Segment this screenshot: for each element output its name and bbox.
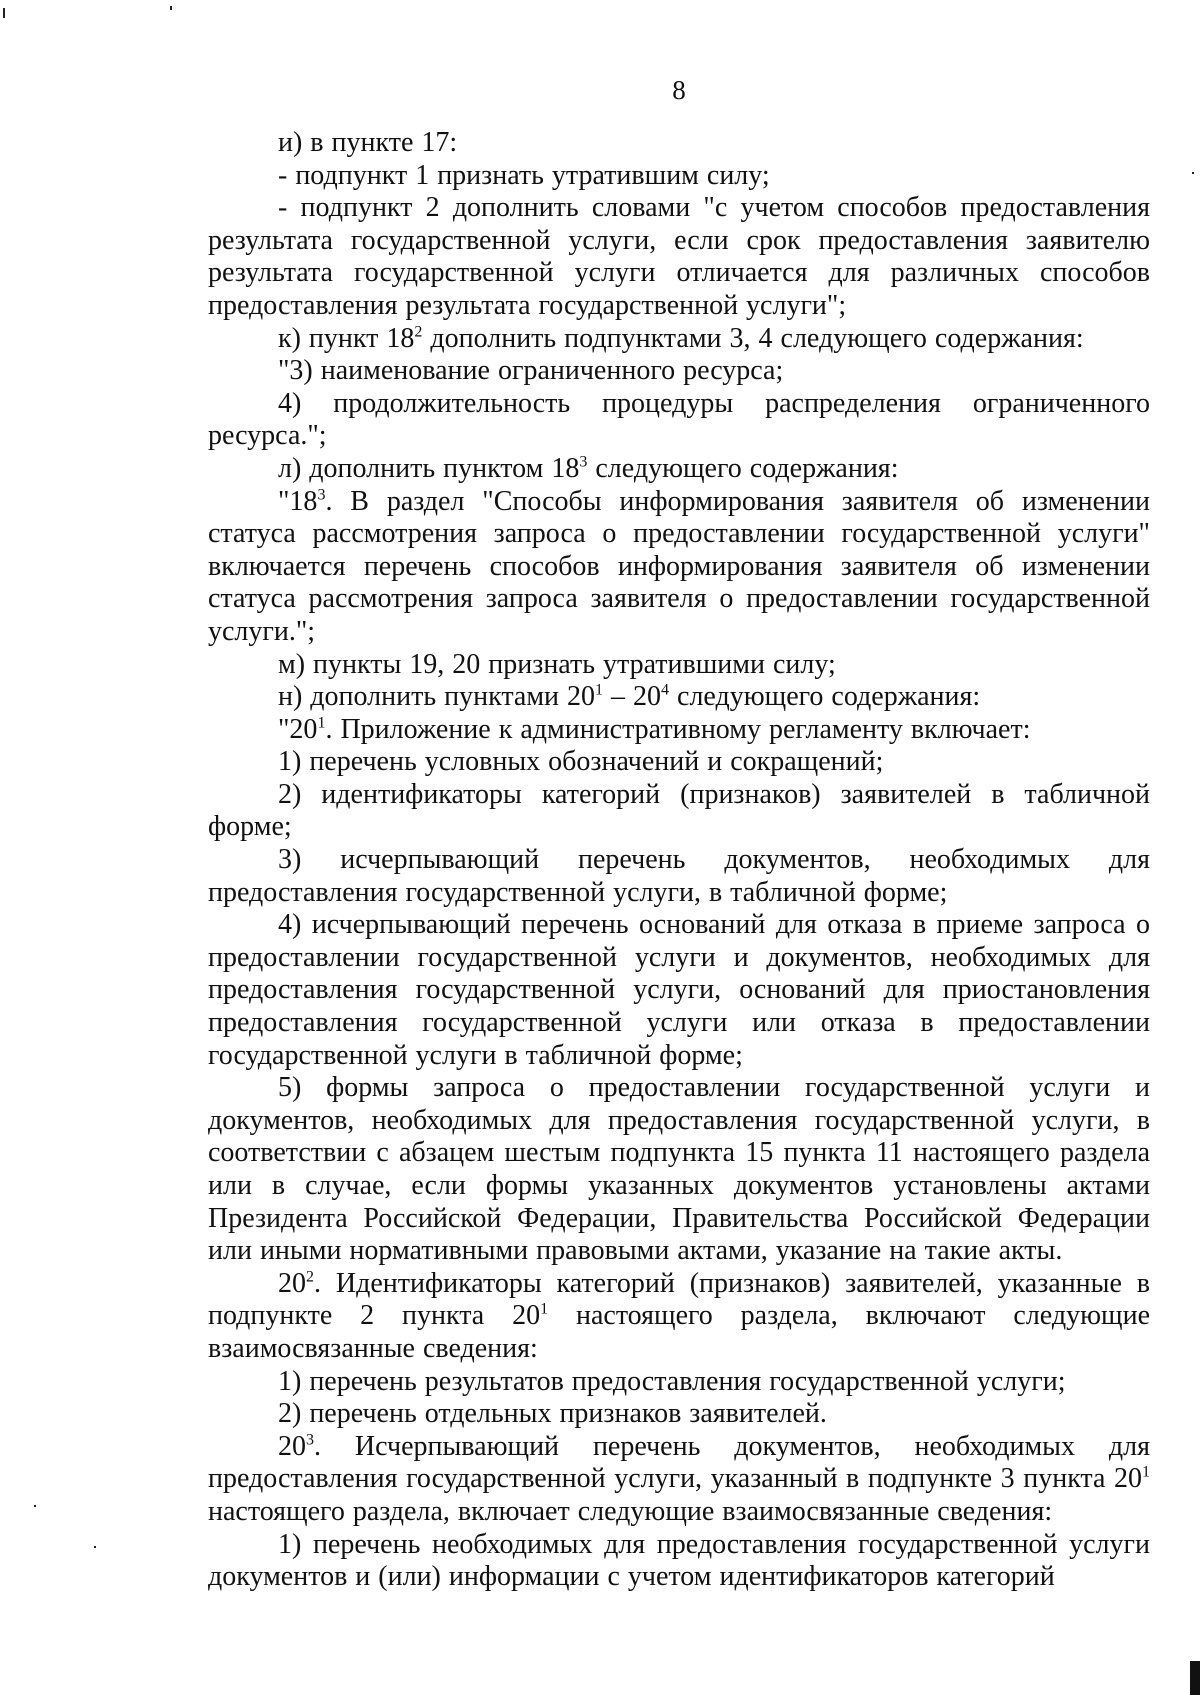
paragraph [208,160,1150,193]
superscript-index: 1 [540,1301,549,1319]
superscript-index: 1 [1142,1464,1150,1482]
text-run: следующего содержания: [587,452,899,484]
text-run: настоящего раздела, включают следующие взаимосвязанные сведения: [208,1300,1150,1364]
paragraph [208,1398,1150,1431]
superscript-index: 2 [306,1268,314,1286]
text-run: н) дополнить пунктами 20 [278,681,596,713]
text-run: и) в пункте 17: [278,127,458,158]
text-run: - подпункт 2 дополнить словами "с учетом способов предоставления результата государственной услуги, если срок предоставления заявителю результата государственной услуги отличается для различных способов предоставления результата государственной услуги"; [208,192,1150,321]
text-run: 20 [278,1430,306,1462]
text-run: 5) формы запроса о предоставлении государственной услуги и документов, необходимых для предоставления государственной услуги, в соответствии с абзацем шестым подпункта 15 пункта 11 настоящего раздела или в случае, если формы указанных документов установлены актами Президента Российской Федерации, Правительства Российской Федерации или иными нормативными правовыми актами, указание на такие акты. [208,1072,1150,1267]
text-run: – 20 [603,681,662,713]
paragraph [208,323,1150,356]
scan-speck [34,1505,36,1507]
paragraph [208,192,1150,322]
text-run: . Идентификаторы категорий (признаков) заявителей, указанные в подпункте 2 пункта 20 [208,1267,1150,1332]
scan-speck [3,8,5,18]
paragraph [208,355,1150,388]
text-run: 20 [278,1267,306,1299]
paragraph [208,1529,1150,1594]
text-run: к) пункт 18 [278,322,415,354]
text-run: настоящего раздела, включает следующие взаимосвязанные сведения: [208,1495,1053,1527]
paragraph [208,1072,1150,1268]
text-run: "3) наименование ограниченного ресурса; [278,355,784,387]
paragraph [208,649,1150,682]
scan-speck [94,1546,96,1548]
text-run: м) пункты 19, 20 признать утратившими силу; [278,648,836,680]
text-run: 2) идентификаторы категорий (признаков) заявителей в табличной форме; [208,778,1150,843]
text-run: 1) перечень необходимых для предоставления государственной услуги документов и (или) информации с учетом идентификаторов категорий [208,1528,1150,1593]
text-run: следующего содержания: [669,681,981,713]
superscript-index: 3 [317,486,326,504]
paragraph [208,1268,1150,1366]
text-run: 2) перечень отдельных признаков заявителей. [278,1398,827,1430]
text-run: - подпункт 1 признать утратившим силу; [278,159,770,191]
paragraph [208,1431,1150,1529]
text-run: "20 [278,713,318,745]
text-run: 1) перечень условных обозначений и сокращений; [278,746,884,778]
document-body [208,127,1150,1594]
paragraph [208,681,1150,714]
paragraph [208,844,1150,909]
text-run: 4) продолжительность процедуры распределения ограниченного ресурса."; [208,387,1150,452]
paragraph [208,127,1150,160]
text-run: . Исчерпывающий перечень документов, необходимых для предоставления государственной услуги, указанный в подпункте 3 пункта 20 [208,1430,1150,1495]
superscript-index: 4 [661,681,670,699]
paragraph [208,1366,1150,1399]
text-run: 4) исчерпывающий перечень оснований для отказа в приеме запроса о предоставлении государственной услуги и документов, необходимых для предоставления государственной услуги, оснований для приостановления предоставления государственной услуги или отказа в предоставлении государственной услуги в табличной форме; [208,909,1150,1071]
superscript-index: 3 [579,453,588,471]
paragraph [208,388,1150,453]
paragraph [208,909,1150,1072]
scan-speck [1192,172,1194,174]
superscript-index: 2 [414,323,423,341]
superscript-index: 3 [306,1431,314,1449]
superscript-index: 1 [595,681,604,699]
text-run: . В раздел "Способы информирования заявителя об изменении статуса рассмотрения запроса о предоставлении государственной услуги" включается перечень способов информирования заявителя об изменении статуса рассмотрения запроса заявителя о предоставлении государственной услуги."; [208,485,1150,647]
paragraph [208,486,1150,649]
text-run: "18 [278,485,318,517]
superscript-index: 1 [317,714,326,732]
paragraph [208,714,1150,747]
page-number: 8 [672,75,686,105]
paragraph [208,779,1150,844]
scan-speck [170,6,172,10]
text-run: 3) исчерпывающий перечень документов, необходимых для предоставления государственной услуги, в табличной форме; [208,844,1150,908]
text-run: дополнить подпунктами 3, 4 следующего содержания: [422,322,1084,354]
text-run: . Приложение к административному регламенту включает: [325,713,1031,745]
text-run: л) дополнить пунктом 18 [278,452,580,484]
scan-corner-mark [1190,1661,1200,1695]
paragraph [208,746,1150,779]
text-run: 1) перечень результатов предоставления государственной услуги; [278,1365,1066,1397]
paragraph [208,453,1150,486]
